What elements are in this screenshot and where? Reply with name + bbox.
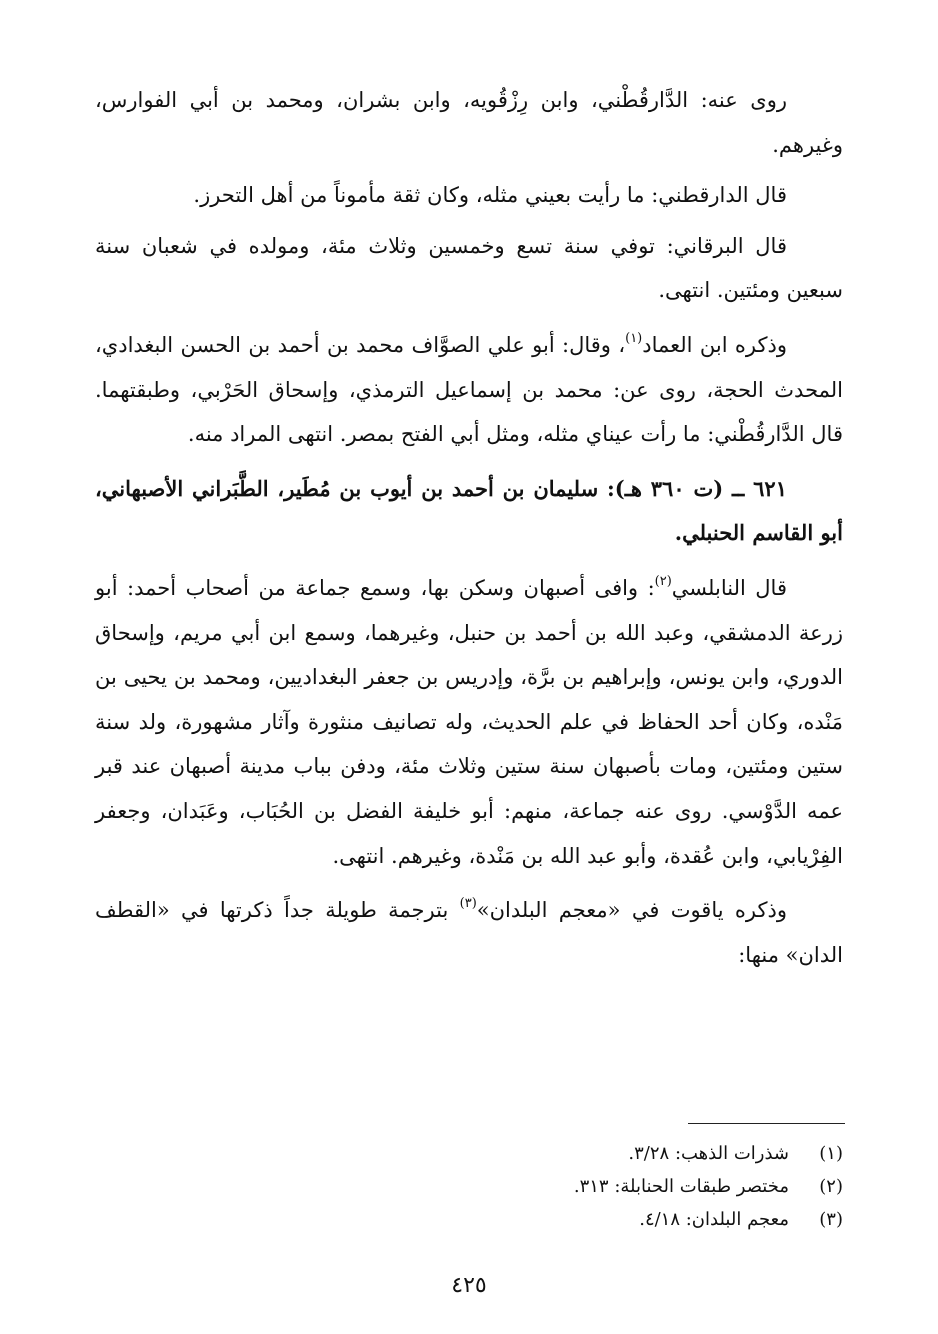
paragraph-barqani-quote: قال البرقاني: توفي سنة تسع وخمسين وثلاث مئة، ومولده في شعبان سنة سبعين ومئتين. انتهى. [95, 233, 843, 303]
footnote-number: (١) [819, 1143, 843, 1164]
footnote-text: مختصر طبقات الحنابلة: ٣١٣. [573, 1176, 789, 1197]
paragraph-text: وذكره ياقوت في «معجم البلدان» [476, 898, 787, 923]
footnote-reference[interactable]: (٢) [654, 573, 672, 589]
footnote-text: شذرات الذهب: ٣/٢٨. [628, 1143, 789, 1164]
paragraph-nabulsi [95, 566, 843, 878]
footnote-reference[interactable]: (٣) [459, 896, 477, 912]
main-text [95, 78, 843, 987]
entry-621 [95, 467, 843, 556]
footnote-separator [688, 1123, 845, 1124]
entry-heading-continued: بن أيوب بن مُطَير، الطَّبَراني الأصبهاني، أبو القاسم الحنبلي. [95, 475, 843, 546]
footnote-1 [343, 1137, 843, 1170]
paragraph-text: بترجمة طويلة جداً ذكرتها في «القطف الدان» منها: [95, 898, 843, 967]
page-number: ٤٢٥ [451, 1273, 487, 1298]
paragraph-text: : وافى أصبهان وسكن بها، وسمع جماعة من أصحاب أحمد: أبو زرعة الدمشقي، وعبد الله بن أحمد بن حنبل، وغيرهما، وسمع ابن أبي مريم، وإسحاق الدوري، وابن يونس، وإبراهيم بن برَّة، وإدريس بن جعفر البغداديين، ومحمد بن يحيى بن مَنْده، وكان أحد الحفاظ في علم الحديث، وله تصانيف منثورة وآثار مشهورة، ولد سنة ستين ومئتين، ومات بأصبهان سنة ستين وثلاث مئة، ودفن بباب مدينة أصبهان عند قبر عمه الدَّوْسي. روى عنه جماعة، منهم: أبو خليفة الفضل بن الحُبَاب، وعَبَدان، وجعفر الفِرْيابي، وابن عُقدة، وأبو عبد الله بن مَنْدة، وغيرهم. انتهى. [95, 575, 843, 868]
footnote-number: (٣) [819, 1209, 843, 1230]
paragraph-yaqut [95, 888, 843, 977]
footnote-reference[interactable]: (١) [625, 330, 643, 346]
paragraph-text: قال النابلسي [671, 575, 787, 600]
paragraph-text: وذكره ابن العماد [642, 332, 788, 357]
footnote-2 [343, 1170, 843, 1203]
footnote-3 [343, 1203, 843, 1236]
paragraph-text: ، وقال: أبو علي الصوَّاف محمد بن أحمد بن الحسن البغدادي، المحدث الحجة، روى عن: محمد بن إسماعيل الترمذي، وإسحاق الحَرْبي، وطبقتهما. قال الدَّارقُطْني: ما رأت عيناي مثله، ومثل أبي الفتح بمصر. انتهى المراد منه. [95, 332, 843, 447]
footnotes [343, 1137, 843, 1236]
footnote-text: معجم البلدان: ٤/١٨. [639, 1209, 789, 1230]
paragraph-daraqutni-quote: قال الدارقطني: ما رأيت بعيني مثله، وكان ثقة مأموناً من أهل التحرز. [193, 183, 787, 208]
paragraph-narrators: روى عنه: الدَّارقُطْني، وابن رِزْقُويه، وابن بشران، ومحمد بن أبي الفوارس، وغيرهم. [95, 88, 843, 157]
entry-heading: ٦٢١ ــ (ت ٣٦٠ هـ): سليمان بن أحمد [451, 475, 787, 501]
footnote-number: (٢) [819, 1176, 843, 1197]
paragraph-ibn-al-imad [95, 323, 843, 457]
